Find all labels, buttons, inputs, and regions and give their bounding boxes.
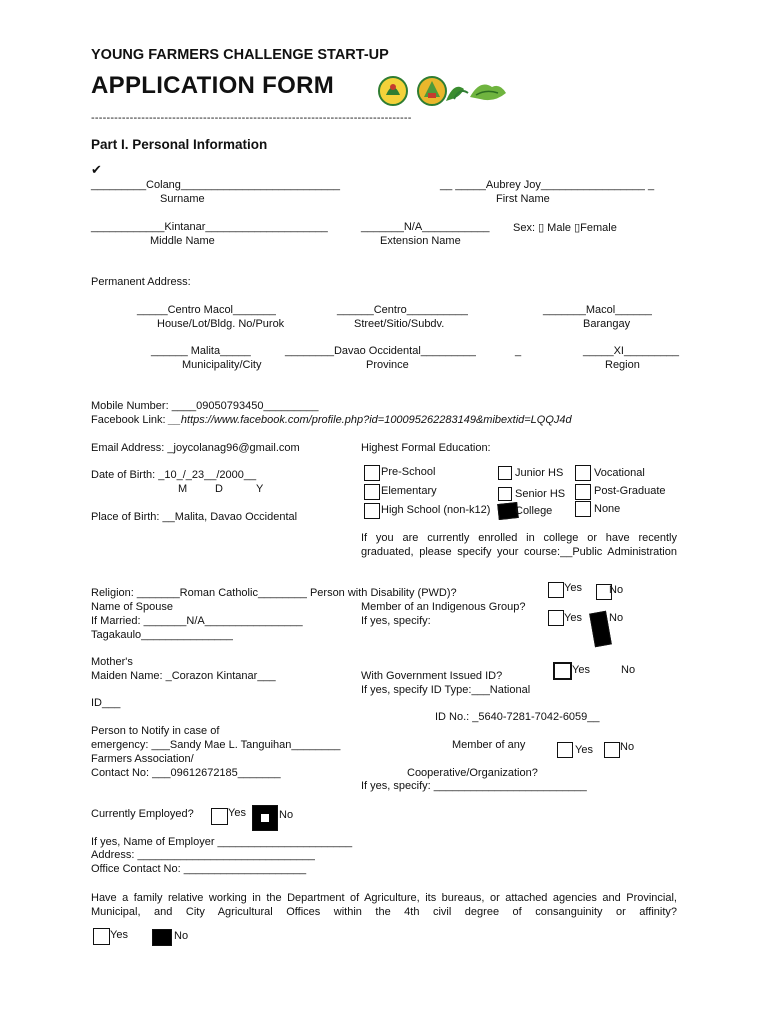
postgrad-checkbox[interactable] [575, 484, 591, 500]
coop-no-checkbox[interactable] [604, 742, 620, 758]
pob-row [91, 511, 297, 523]
indigenous-no-label: No [609, 612, 624, 624]
city-value: ______ Malita_____ [151, 345, 251, 357]
pwd-no-label: No [609, 584, 624, 596]
form-subtitle: YOUNG FARMERS CHALLENGE START-UP [91, 47, 389, 63]
gov-id-no-label: No [621, 664, 636, 676]
highschool-checkbox[interactable] [364, 503, 380, 519]
surname-value: _________Colang__________________________ [91, 179, 340, 191]
gov-id-label: With Government Issued ID? [361, 670, 503, 682]
employer-name-field: If yes, Name of Employer ______________________ [91, 836, 353, 848]
emergency-name-label: emergency: [91, 739, 152, 751]
elementary-checkbox[interactable] [364, 484, 380, 500]
house-value: _____Centro Macol_______ [137, 304, 276, 316]
gov-id-yes-label: Yes [572, 664, 590, 676]
province-label: Province [366, 359, 409, 371]
relative-no-label: No [174, 930, 189, 942]
id-number-value: _5640-7281-7042-6059__ [472, 711, 600, 723]
emergency-row [91, 739, 340, 751]
emergency-label: Person to Notify in case of [91, 725, 220, 737]
employer-address-field: Address: _____________________________ [91, 849, 315, 861]
postgrad-label: Post-Graduate [594, 485, 666, 497]
indigenous-specify: If yes, specify: [361, 615, 431, 627]
check-mark-icon: ✔ [91, 162, 102, 177]
tagakaulo-field: Tagakaulo_______________ [91, 629, 233, 641]
maiden-name-value: _Corazon Kintanar___ [165, 670, 276, 682]
street-label: Street/Sitio/Subdv. [354, 318, 445, 330]
mobile-value: ____09050793450_________ [171, 400, 319, 412]
pwd-yes-checkbox[interactable] [548, 582, 564, 598]
cooperative-specify: If yes, specify: _________________________ [361, 780, 587, 792]
region-value: _____XI_________ [583, 345, 680, 357]
senior-hs-checkbox[interactable] [498, 487, 512, 501]
emergency-contact-value: ___09612672185_______ [152, 767, 281, 779]
maiden-name-label: Maiden Name: [91, 670, 166, 682]
gov-id-type-value: ___National [471, 684, 531, 696]
religion-value: _______Roman Catholic________ [136, 587, 307, 599]
dob-row [91, 469, 256, 481]
barangay-value: _______Macol______ [543, 304, 652, 316]
region-label: Region [605, 359, 640, 371]
gov-id-yes-checkbox[interactable] [553, 662, 572, 680]
relative-yes-checkbox[interactable] [93, 928, 110, 945]
facebook-label: Facebook Link: [91, 414, 169, 426]
pob-label: Place of Birth: [91, 511, 163, 523]
dob-label: Date of Birth: [91, 469, 159, 481]
house-label: House/Lot/Bldg. No/Purok [157, 318, 285, 330]
vocational-label: Vocational [594, 467, 645, 479]
city-label: Municipality/City [182, 359, 262, 371]
mother-row [91, 670, 276, 682]
mother-label: Mother's [91, 656, 133, 668]
employed-yes-label: Yes [228, 807, 246, 819]
dob-value: _10_/_23__/2000__ [158, 469, 257, 481]
header-divider: ----------------------------------------------------------------------------------- [91, 112, 412, 124]
college-label: College [515, 505, 553, 517]
first-name-value: __ _____Aubrey Joy_________________ _ [440, 179, 655, 191]
dob-month-label: M [178, 483, 188, 495]
middle-name-label: Middle Name [150, 235, 215, 247]
dob-year-label: Y [256, 483, 264, 495]
none-checkbox[interactable] [575, 501, 591, 517]
religion-row [91, 587, 457, 599]
religion-label: Religion: [91, 587, 137, 599]
preschool-label: Pre-School [381, 466, 436, 478]
relative-question: Have a family relative working in the Department of Agriculture, its bureaus, or attached agencies and Provincial, Municipal, and City Agricultural Offices within the 4th civil degree of consanguinity or affinity? [91, 892, 677, 918]
course-value: __Public Administration [560, 546, 677, 558]
sex-field[interactable]: Sex: ▯ Male ▯Female [513, 222, 617, 234]
id-text: ID___ [91, 697, 121, 709]
pwd-yes-label: Yes [564, 582, 582, 594]
email-value: _joycolanag96@gmail.com [167, 442, 300, 454]
member-any-label: Member of any [452, 739, 526, 751]
mobile-label: Mobile Number: [91, 400, 172, 412]
pwd-label: Person with Disability (PWD)? [306, 587, 457, 599]
form-title: APPLICATION FORM [91, 72, 335, 99]
emergency-name-value: ___Sandy Mae L. Tanguihan________ [151, 739, 341, 751]
first-name-label: First Name [496, 193, 550, 205]
emergency-contact-label: Contact No: [91, 767, 153, 779]
permanent-address-label: Permanent Address: [91, 276, 191, 288]
indigenous-yes-label: Yes [564, 612, 582, 624]
pob-value: __Malita, Davao Occidental [162, 511, 298, 523]
dob-day-label: D [215, 483, 223, 495]
address-dash: _ [515, 345, 522, 357]
logo-group-icon [376, 73, 510, 109]
facebook-link[interactable]: __https://www.facebook.com/profile.php?id=100095262283149&mibextid=LQQJ4d [168, 414, 572, 426]
employed-label: Currently Employed? [91, 808, 194, 820]
course-note [361, 531, 677, 559]
gov-id-type-row [361, 684, 530, 696]
coop-no-label: No [620, 741, 635, 753]
indigenous-label: Member of an Indigenous Group? [361, 601, 526, 613]
office-contact-field: Office Contact No: ____________________ [91, 863, 307, 875]
spouse-label: Name of Spouse [91, 601, 173, 613]
email-label: Email Address: [91, 442, 168, 454]
surname-label: Surname [160, 193, 205, 205]
extension-name-value: _______N/A___________ [361, 221, 490, 233]
elementary-label: Elementary [381, 485, 437, 497]
extension-name-label: Extension Name [380, 235, 461, 247]
middle-name-value: ____________Kintanar____________________ [91, 221, 328, 233]
mobile-row [91, 400, 319, 412]
street-value: ______Centro__________ [337, 304, 468, 316]
married-label: If Married: [91, 615, 144, 627]
gov-id-type-label: If yes, specify ID Type: [361, 684, 472, 696]
vocational-checkbox[interactable] [575, 465, 591, 481]
coop-yes-checkbox[interactable] [557, 742, 573, 758]
relative-no-checkbox-checked[interactable] [152, 929, 172, 946]
barangay-label: Barangay [583, 318, 631, 330]
coop-yes-label: Yes [575, 744, 593, 756]
part1-heading: Part I. Personal Information [91, 137, 268, 152]
highschool-label: High School (non-k12) [381, 504, 491, 516]
indigenous-yes-checkbox[interactable] [548, 610, 564, 626]
married-row [91, 615, 303, 627]
married-value: _______N/A________________ [143, 615, 303, 627]
employed-no-checkbox-checked[interactable] [252, 805, 278, 831]
employed-no-label: No [279, 809, 294, 821]
junior-hs-label: Junior HS [515, 467, 564, 479]
preschool-checkbox[interactable] [364, 465, 380, 481]
course-note-text: If you are currently enrolled in college or have recently graduated, please specify your course: [361, 532, 677, 558]
agency-logos [376, 73, 510, 109]
id-number-label: ID No.: [435, 711, 473, 723]
cooperative-label: Cooperative/Organization? [407, 767, 538, 779]
email-row [91, 442, 300, 454]
junior-hs-checkbox[interactable] [498, 466, 512, 480]
id-number-row [435, 711, 600, 723]
senior-hs-label: Senior HS [515, 488, 566, 500]
facebook-row [91, 414, 572, 426]
employed-yes-checkbox[interactable] [211, 808, 228, 825]
province-value: ________Davao Occidental_________ [285, 345, 476, 357]
none-label: None [594, 503, 621, 515]
education-label: Highest Formal Education: [361, 442, 491, 454]
farmers-association-label: Farmers Association/ [91, 753, 194, 765]
relative-yes-label: Yes [110, 929, 128, 941]
emergency-contact-row [91, 767, 281, 779]
